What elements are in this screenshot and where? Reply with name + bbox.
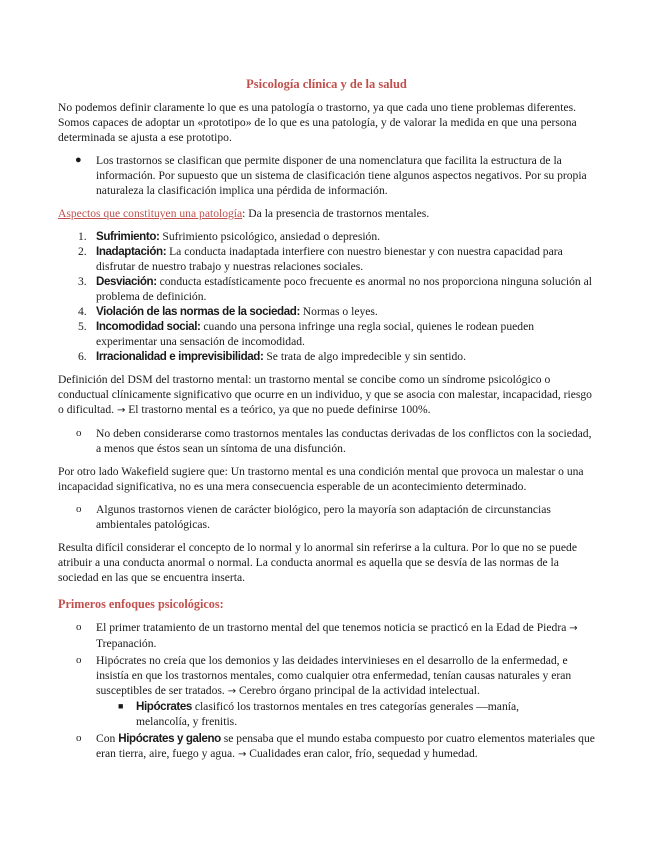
list-number: 2. xyxy=(78,245,87,258)
aspects-link[interactable]: Aspectos que constituyen una patología xyxy=(58,207,243,220)
normality-paragraph: Resulta difícil considerar el concepto de lo normal y lo anormal sin referirse a la cultura. Por lo que no se puede atribuir a una conducta anormal o normal. La conducta anormal es aquella que se desvía de las normas de la sociedad en las que se encuentra inserta. xyxy=(58,541,577,584)
list-item xyxy=(58,274,595,304)
arrow-right-icon: → xyxy=(569,623,578,634)
arrow-right-icon: → xyxy=(237,749,247,760)
aspect-term: Violación de las normas de la sociedad: xyxy=(96,305,300,318)
bullet-after-arrow: Cualidades eran calor, frío, sequedad y humedad. xyxy=(246,747,478,760)
aspect-text: Normas o leyes. xyxy=(299,305,378,318)
list-item xyxy=(58,502,595,532)
classification-bullet-list xyxy=(58,153,595,198)
aspect-term: Incomodidad social: xyxy=(96,320,201,333)
list-item xyxy=(58,304,595,319)
list-item xyxy=(58,731,595,762)
aspect-term: Irracionalidad e imprevisibilidad: xyxy=(96,350,264,363)
bullet-circle-icon: o xyxy=(76,621,82,633)
dsm-arrow-text: El trastorno mental es a teórico, ya que no puede definirse 100%. xyxy=(125,403,431,416)
bullet-circle-icon: o xyxy=(76,654,82,666)
list-item xyxy=(58,620,595,651)
dsm-definition-paragraph xyxy=(58,372,595,418)
document-title: Psicología clínica y de la salud xyxy=(246,77,407,91)
aspect-text: Sufrimiento psicológico, ansiedad o depresión. xyxy=(159,230,381,243)
dsm-bullet-list xyxy=(58,426,595,456)
list-item xyxy=(58,229,595,244)
aspect-text: cuando una persona infringe una regla social, quienes le rodean pueden experimentar una sensación de incomodidad. xyxy=(96,320,535,348)
aspect-term: Inadaptación: xyxy=(96,245,167,258)
bullet-circle-icon: o xyxy=(76,503,82,515)
sub-text: clasificó los trastornos mentales en tres categorías generales —manía, melancolía, y frenitis. xyxy=(136,700,520,728)
aspect-text: conducta estadísticamente poco frecuente es anormal no nos proporciona ninguna solución al problema de definición. xyxy=(96,275,592,303)
aspect-text: Se trata de algo impredecible y sin sentido. xyxy=(263,350,466,363)
arrow-right-icon: → xyxy=(116,405,126,416)
aspect-text: La conducta inadaptada interfiere con nuestro bienestar y con nuestra capacidad para disfrutar de nuestro trabajo y nuestras relaciones sociales. xyxy=(96,245,563,273)
bullet-text: se pensaba que el mundo estaba compuesto por cuatro elementos materiales que eran tierra, aire, fuego y agua. xyxy=(96,732,595,760)
wakefield-paragraph: Por otro lado Wakefield sugiere que: Un trastorno mental es una condición mental que provoca un malestar o una incapacidad significativa, no es una mera consecuencia esperable de un acontecimiento determinado. xyxy=(58,465,584,493)
enfoques-bullet-list xyxy=(58,620,595,762)
aspects-heading xyxy=(58,206,595,221)
list-number: 1. xyxy=(78,230,87,243)
bullet-pre: Con xyxy=(96,732,119,745)
bullet-text: No deben considerarse como trastornos mentales las conductas derivadas de los conflictos con la sociedad, a menos que éstos sean un síntoma de una disfunción. xyxy=(96,427,592,455)
dsm-text: Definición del DSM del trastorno mental: un trastorno mental se concibe como un síndrome psicológico o conductual clínicamente significativo que ocurre en un individuo, y que se asocia con malestar, incapacidad, riesgo o dificultad. xyxy=(58,373,592,416)
list-number: 5. xyxy=(78,320,87,333)
aspect-term: Desviación: xyxy=(96,275,157,288)
intro-paragraph: No podemos definir claramente lo que es una patología o trastorno, ya que cada uno tiene problemas diferentes. Somos capaces de adoptar un «prototipo» de lo que es una patología, y de valorar la medida en que una persona determinada se ajusta a ese prototipo. xyxy=(58,101,577,144)
list-item xyxy=(58,653,595,729)
bullet-disc-icon: ● xyxy=(75,154,82,166)
aspects-numbered-list xyxy=(58,229,595,364)
bullet-text: El primer tratamiento de un trastorno mental del que tenemos noticia se practicó en la Edad de Piedra xyxy=(96,621,567,634)
list-number: 4. xyxy=(78,305,87,318)
bullet-text: Los trastornos se clasifican que permite disponer de una nomenclatura que facilita la estructura de la información. Por supuesto que un sistema de clasificación tiene algunos aspectos negativos. Por su propia naturaleza la clasificación implica una pérdida de información. xyxy=(96,154,587,197)
sub-term: Hipócrates xyxy=(136,700,192,713)
bullet-term: Hipócrates y galeno xyxy=(118,732,221,745)
arrow-right-icon: → xyxy=(227,686,237,697)
list-item xyxy=(58,319,595,349)
hipocrates-sub-list xyxy=(58,699,557,729)
list-item xyxy=(58,426,595,456)
bullet-circle-icon: o xyxy=(76,732,82,744)
aspects-heading-rest: : Da la presencia de trastornos mentales. xyxy=(242,207,430,220)
section-heading-primeros-enfoques: Primeros enfoques psicológicos: xyxy=(58,597,224,611)
list-number: 3. xyxy=(78,275,87,288)
list-item xyxy=(58,244,595,274)
list-item xyxy=(58,153,595,198)
bullet-after-arrow: Cerebro órgano principal de la actividad intelectual. xyxy=(236,684,480,697)
aspect-term: Sufrimiento: xyxy=(96,230,160,243)
bullet-after-arrow: Trepanación. xyxy=(96,637,157,650)
bullet-text: Algunos trastornos vienen de carácter biológico, pero la mayoría son adaptación de circunstancias ambientales patológicas. xyxy=(96,503,551,531)
wakefield-bullet-list xyxy=(58,502,595,532)
bullet-square-icon: ■ xyxy=(118,701,124,711)
bullet-text: Hipócrates no creía que los demonios y las deidades intervinieses en el desarrollo de la enfermedad, e insistía en que los trastornos mentales, como cualquier otra enfermedad, tenían causas naturales y eran susceptibles de ser tratados. xyxy=(96,654,572,697)
bullet-circle-icon: o xyxy=(76,427,82,439)
list-item xyxy=(58,699,557,729)
list-number: 6. xyxy=(78,350,87,363)
list-item xyxy=(58,349,595,364)
